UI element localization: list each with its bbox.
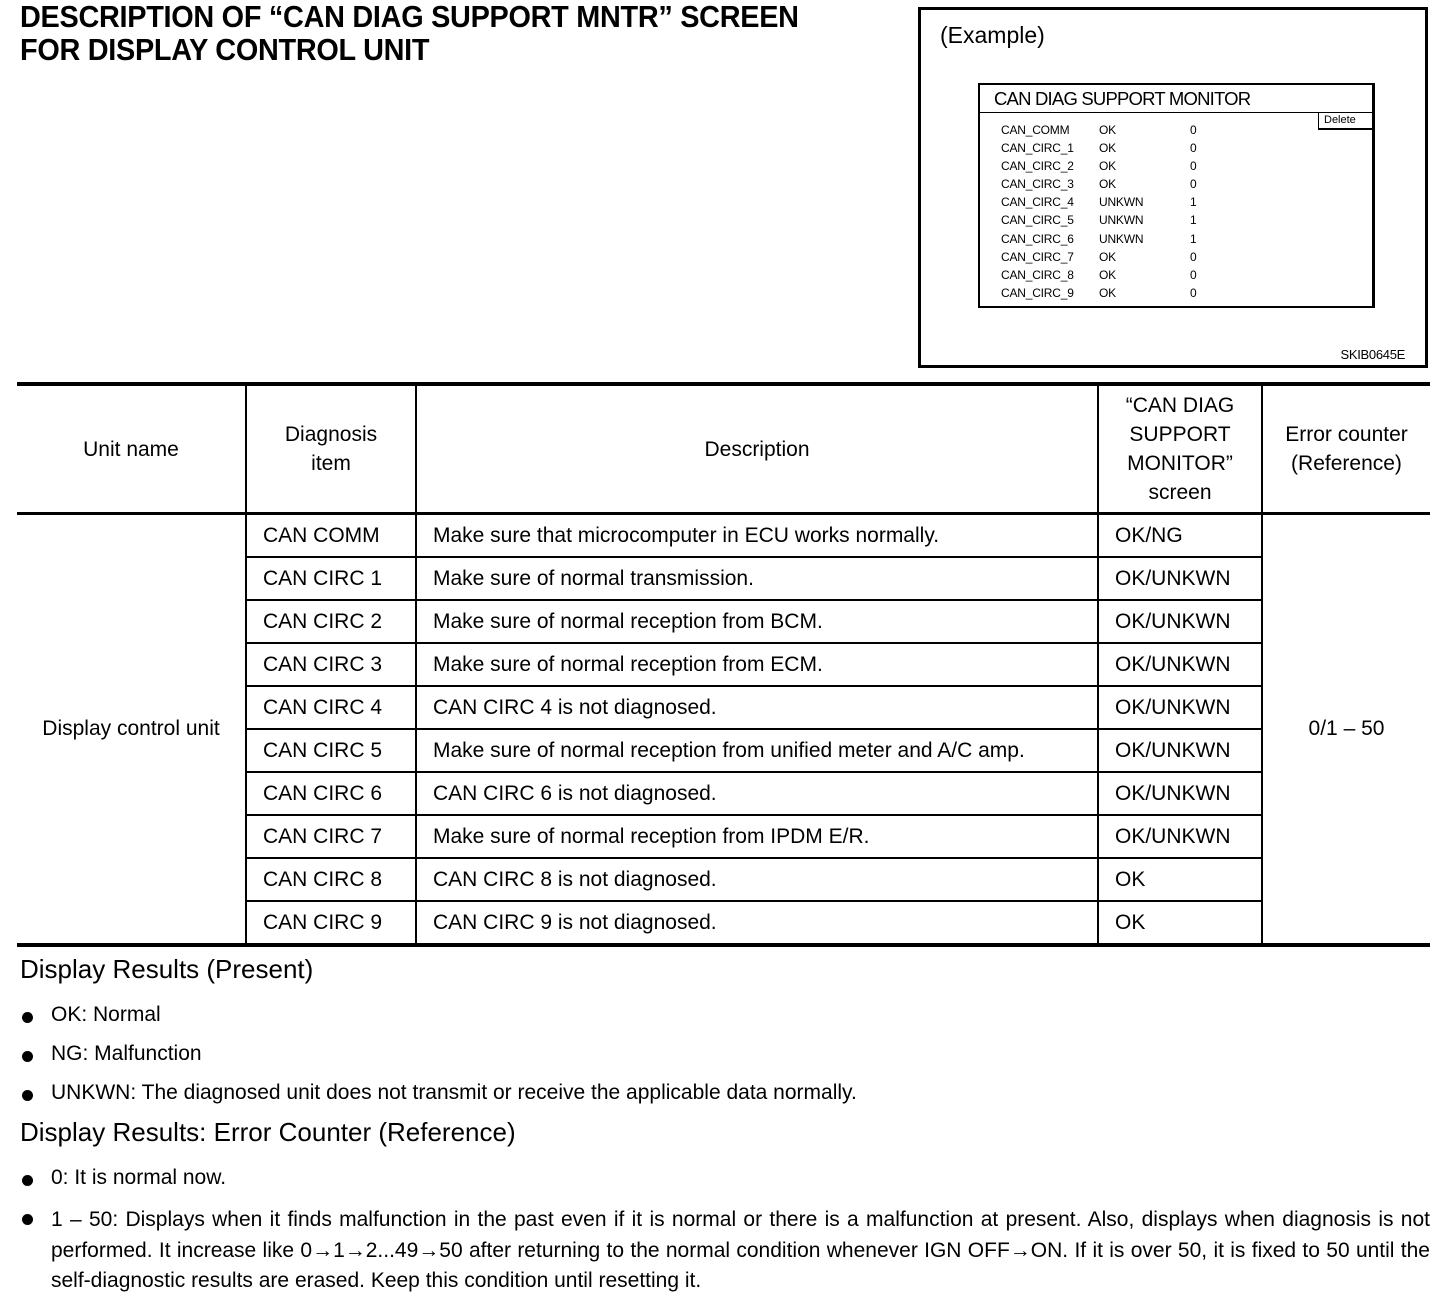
error-counter-cell: 0/1 – 50: [1262, 514, 1430, 946]
header-description: [416, 384, 1098, 514]
monitor-count: 0: [1190, 177, 1197, 192]
bullet-text: 1 – 50: Displays when it finds malfunction in the past even if it is normal or there is a malfunction at present. Also, displays when diagnosis is not performed. It increase like 0→1→2...49→50 after returning to the normal condition whenever IGN OFF→ON. If it is over 50, it is fixed to 50 until the self-diagnostic results are erased. Keep this condition until resetting it.: [51, 1208, 1430, 1292]
diagnosis-item-cell: CAN CIRC 7: [246, 815, 416, 858]
header-screen-line-3: MONITOR”: [1127, 452, 1233, 475]
monitor-status: OK: [1099, 267, 1116, 282]
can-diag-monitor-screen: [978, 83, 1375, 308]
monitor-status: OK: [1099, 141, 1116, 156]
description-cell: Make sure of normal reception from unified meter and A/C amp.: [416, 729, 1098, 772]
monitor-row: [1001, 175, 1220, 193]
diagnosis-item-cell: CAN CIRC 2: [246, 600, 416, 643]
header-screen: [1098, 384, 1262, 514]
counter-bullet-zero: [20, 1166, 226, 1190]
monitor-row: [1001, 266, 1220, 284]
monitor-row: [1001, 248, 1220, 266]
bullet-text: 0: It is normal now.: [51, 1166, 227, 1189]
diagnosis-item-cell: CAN CIRC 9: [246, 901, 416, 945]
description-cell: Make sure that microcomputer in ECU works normally.: [416, 514, 1098, 558]
monitor-count: 0: [1190, 123, 1197, 137]
bullet-icon: [20, 1166, 51, 1190]
monitor-item: CAN_CIRC_8: [1001, 267, 1074, 282]
monitor-item: CAN_COMM: [1001, 123, 1070, 137]
monitor-item: CAN_CIRC_3: [1001, 177, 1074, 192]
monitor-count: 0: [1190, 141, 1197, 156]
diagnosis-item-cell: CAN CIRC 5: [246, 729, 416, 772]
table-row: [17, 514, 1430, 558]
bullet-text: UNKWN: The diagnosed unit does not transmit or receive the applicable data normally.: [51, 1081, 857, 1104]
monitor-rows: [1001, 121, 1220, 302]
bullet-icon: [20, 1003, 51, 1027]
diagnosis-item-cell: CAN CIRC 3: [246, 643, 416, 686]
page-title-line-1: DESCRIPTION OF “CAN DIAG SUPPORT MNTR” SCREEN: [20, 0, 799, 34]
bullet-icon: [20, 1205, 51, 1297]
header-unit-name-label: Unit name: [83, 437, 179, 461]
header-screen-line-4: screen: [1148, 481, 1212, 504]
screen-cell: OK/UNKWN: [1098, 815, 1262, 858]
counter-bullet-range: [20, 1205, 1430, 1297]
screen-cell: OK/UNKWN: [1098, 686, 1262, 729]
description-cell: Make sure of normal reception from BCM.: [416, 600, 1098, 643]
table-header-row: [17, 384, 1430, 514]
bullet-text: NG: Malfunction: [51, 1042, 202, 1065]
present-results-heading: Display Results (Present): [20, 954, 314, 984]
screen-cell: OK/UNKWN: [1098, 729, 1262, 772]
diagnosis-item-cell: CAN CIRC 1: [246, 557, 416, 600]
header-counter-line-1: Error counter: [1285, 423, 1408, 446]
description-cell: CAN CIRC 4 is not diagnosed.: [416, 686, 1098, 729]
description-cell: CAN CIRC 8 is not diagnosed.: [416, 858, 1098, 901]
screen-cell: OK/UNKWN: [1098, 557, 1262, 600]
header-counter-line-2: (Reference): [1291, 452, 1402, 475]
description-cell: CAN CIRC 6 is not diagnosed.: [416, 772, 1098, 815]
figure-code: SKIB0645E: [1340, 347, 1405, 362]
description-cell: Make sure of normal transmission.: [416, 557, 1098, 600]
diagnosis-item-cell: CAN CIRC 4: [246, 686, 416, 729]
example-label: (Example): [940, 22, 1045, 48]
monitor-item: CAN_CIRC_2: [1001, 159, 1074, 174]
screen-cell: OK: [1098, 901, 1262, 945]
screen-cell: OK/UNKWN: [1098, 643, 1262, 686]
unit-name-cell: Display control unit: [42, 717, 220, 740]
monitor-item: CAN_CIRC_7: [1001, 249, 1074, 264]
diagnosis-item-cell: CAN CIRC 8: [246, 858, 416, 901]
header-screen-line-1: “CAN DIAG: [1125, 394, 1235, 417]
monitor-title: CAN DIAG SUPPORT MONITOR: [980, 85, 1372, 113]
header-diagnosis-line-2: item: [311, 452, 351, 475]
monitor-item: CAN_CIRC_4: [1001, 195, 1074, 210]
monitor-status: UNKWN: [1099, 231, 1144, 246]
description-cell: CAN CIRC 9 is not diagnosed.: [416, 901, 1098, 945]
monitor-status: OK: [1099, 159, 1116, 174]
header-error-counter: [1262, 384, 1430, 514]
screen-cell: OK: [1098, 858, 1262, 901]
monitor-row: [1001, 284, 1220, 302]
monitor-row: [1001, 121, 1220, 139]
counter-results-heading: Display Results: Error Counter (Reference): [20, 1117, 516, 1147]
monitor-count: 0: [1190, 159, 1197, 174]
header-description-label: Description: [704, 437, 810, 461]
monitor-count: 0: [1190, 249, 1197, 264]
header-unit-name: [17, 384, 246, 514]
monitor-item: CAN_CIRC_1: [1001, 141, 1074, 156]
bullet-icon: [20, 1081, 51, 1105]
monitor-row: [1001, 230, 1220, 248]
present-bullet-unkwn: [20, 1081, 857, 1105]
diag-table: [17, 382, 1430, 947]
page-title: [20, 0, 848, 66]
monitor-row: [1001, 193, 1220, 211]
monitor-count: 1: [1190, 195, 1197, 210]
screen-cell: OK/UNKWN: [1098, 600, 1262, 643]
monitor-item: CAN_CIRC_6: [1001, 231, 1074, 246]
monitor-item: CAN_CIRC_9: [1001, 285, 1074, 300]
header-diagnosis-line-1: Diagnosis: [284, 423, 378, 446]
monitor-status: OK: [1099, 249, 1116, 264]
monitor-count: 1: [1190, 231, 1197, 246]
diagnosis-item-cell: CAN COMM: [246, 514, 416, 558]
description-cell: Make sure of normal reception from ECM.: [416, 643, 1098, 686]
monitor-row: [1001, 139, 1220, 157]
monitor-item: CAN_CIRC_5: [1001, 213, 1074, 228]
screen-cell: OK/UNKWN: [1098, 772, 1262, 815]
monitor-status: OK: [1099, 177, 1116, 192]
screen-cell: OK/NG: [1098, 514, 1262, 558]
description-cell: Make sure of normal reception from IPDM E/R.: [416, 815, 1098, 858]
header-screen-line-2: SUPPORT: [1129, 423, 1231, 446]
diagnosis-item-cell: CAN CIRC 6: [246, 772, 416, 815]
example-figure: [918, 7, 1428, 368]
page-title-line-2: FOR DISPLAY CONTROL UNIT: [20, 32, 430, 67]
present-bullet-ok: [20, 1003, 161, 1027]
monitor-status: OK: [1099, 123, 1116, 137]
bullet-text: OK: Normal: [51, 1003, 161, 1026]
monitor-count: 1: [1190, 213, 1197, 228]
monitor-status: UNKWN: [1099, 195, 1144, 210]
monitor-status: OK: [1099, 285, 1116, 300]
monitor-count: 0: [1190, 285, 1197, 300]
monitor-count: 0: [1190, 267, 1197, 282]
monitor-row: [1001, 157, 1220, 175]
delete-button[interactable]: Delete: [1318, 112, 1372, 130]
bullet-icon: [20, 1042, 51, 1066]
monitor-row: [1001, 211, 1220, 229]
present-bullet-ng: [20, 1042, 202, 1066]
monitor-status: UNKWN: [1099, 213, 1144, 228]
header-diagnosis-item: [246, 384, 416, 514]
